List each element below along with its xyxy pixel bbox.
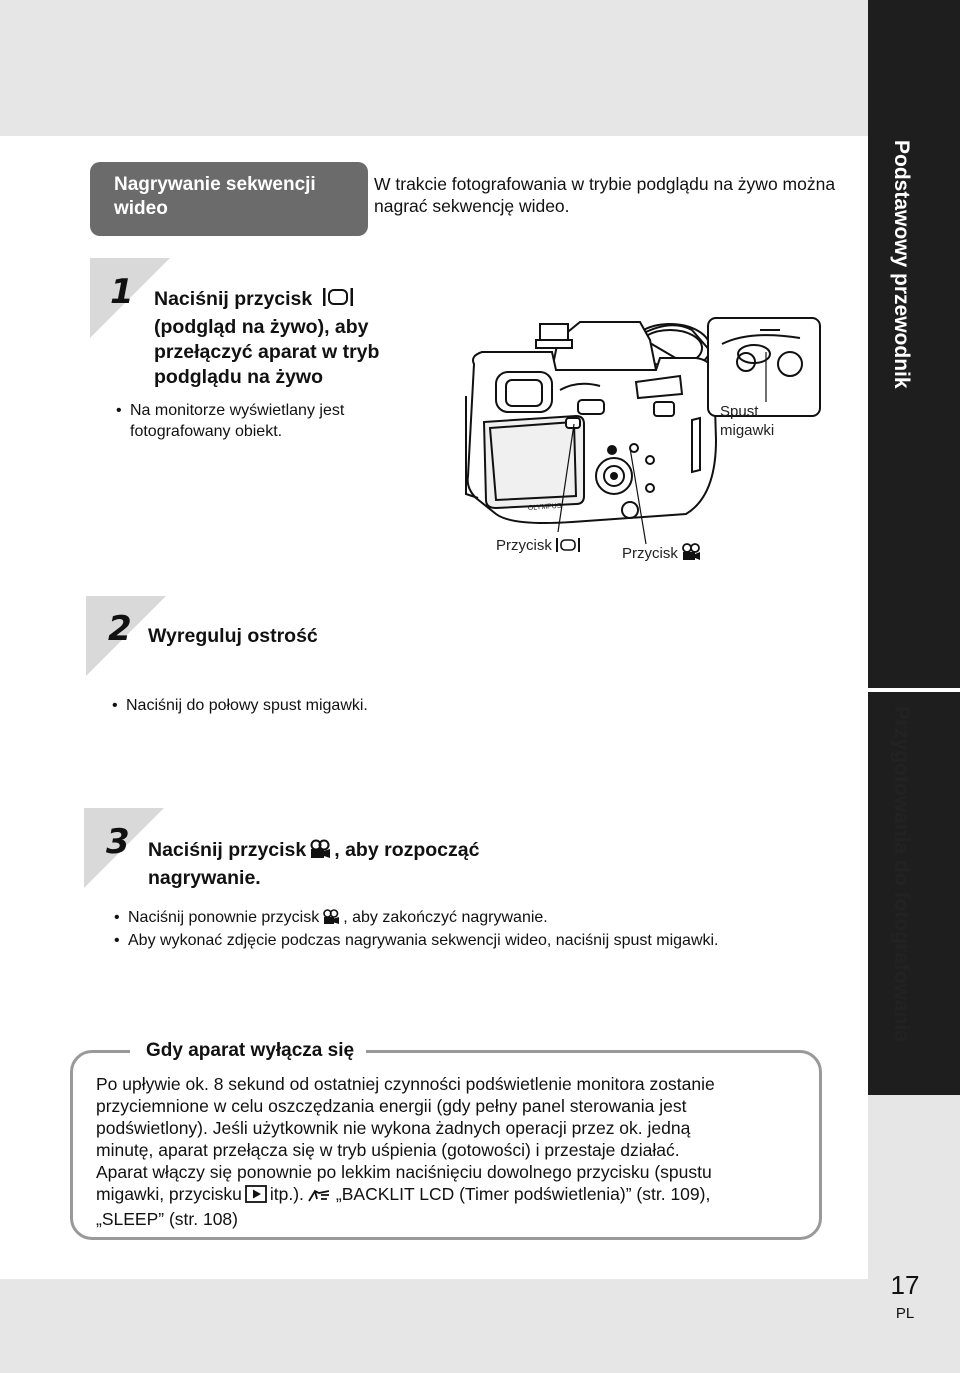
playback-icon	[245, 1185, 267, 1208]
step-2-title: Wyreguluj ostrość	[148, 625, 318, 647]
info-line: Aparat włączy się ponownie po lekkim naciśnięciu dowolnego przycisku (spustu	[96, 1162, 712, 1182]
step-1-title-line: (podgląd na żywo), aby	[154, 316, 369, 338]
page-number: 17	[890, 1270, 920, 1300]
step-3-title-line: Naciśnij przycisk	[148, 839, 307, 861]
callout-movie-button: Przycisk	[622, 543, 704, 566]
movie-icon	[681, 543, 701, 566]
step-1-title	[154, 286, 454, 390]
info-line: Po upływie ok. 8 sekund od ostatniej czynności podświetlenie monitora zostanie	[96, 1074, 715, 1094]
step-3-bullet: • Aby wykonać zdjęcie podczas nagrywania sekwencji wideo, naciśnij spust migawki.	[114, 932, 719, 949]
live-view-icon	[321, 286, 355, 315]
live-view-icon	[555, 537, 581, 558]
reference-icon	[307, 1186, 333, 1208]
section-intro: W trakcie fotografowania w trybie podglądu na żywo można nagrać sekwencję wideo.	[374, 174, 836, 216]
side-tab-divider	[868, 688, 960, 692]
step-1-title-line: przełączyć aparat w tryb	[154, 341, 380, 363]
section-label: Nagrywanie sekwencji wideo	[90, 162, 368, 236]
camera-illustration	[460, 300, 832, 572]
info-box-body	[96, 1073, 816, 1230]
info-line: przyciemnione w celu oszczędzania energii (gdy pełny panel sterowania jest	[96, 1096, 687, 1116]
step-3-title-line: , aby rozpocząć	[334, 839, 480, 861]
step-1-number: 1	[110, 272, 134, 312]
side-tab-preparation[interactable]: Przygotowania do fotografowania	[890, 706, 913, 1043]
bottom-band	[0, 1279, 868, 1373]
callout-live-view-button: Przycisk	[496, 536, 584, 558]
step-1-title-line: podglądu na żywo	[154, 366, 323, 388]
info-line: minutę, aparat przełącza się w tryb uśpienia (gotowości) i przestaje działać.	[96, 1140, 680, 1160]
step-2-bullet: • Naciśnij do połowy spust migawki.	[112, 697, 368, 714]
info-line: podświetlony). Jeśli użytkownik nie wykona żadnych operacji przez ok. jedną	[96, 1118, 691, 1138]
info-box-title: Gdy aparat wyłącza się	[130, 1040, 366, 1062]
step-1-title-line: Naciśnij przycisk	[154, 288, 313, 310]
callout-shutter: Spust migawki	[720, 403, 775, 439]
step-2-number: 2	[108, 609, 132, 649]
side-tab-basic-guide[interactable]: Podstawowy przewodnik	[890, 140, 913, 389]
step-3-title-line: nagrywanie.	[148, 867, 261, 889]
side-tab-strip	[868, 0, 960, 1095]
step-3-number: 3	[106, 822, 130, 862]
step-3-title	[148, 838, 608, 891]
movie-icon	[309, 839, 331, 866]
movie-icon	[322, 909, 340, 931]
info-line: migawki, przycisku itp.). „BACKLIT LCD (Timer podświetlenia)” (str. 109),	[96, 1183, 816, 1208]
step-3-bullet: • Naciśnij ponownie przycisk , aby zakończyć nagrywanie.	[128, 907, 828, 931]
step-1-bullet: • Na monitorze wyświetlany jest fotografowany obiekt.	[116, 402, 345, 440]
camera-brand: OLYMPUS	[527, 502, 562, 512]
page-language: PL	[895, 1305, 915, 1322]
info-line: „SLEEP” (str. 108)	[96, 1209, 238, 1229]
side-footer-strip	[868, 1095, 960, 1373]
top-band	[0, 0, 868, 136]
